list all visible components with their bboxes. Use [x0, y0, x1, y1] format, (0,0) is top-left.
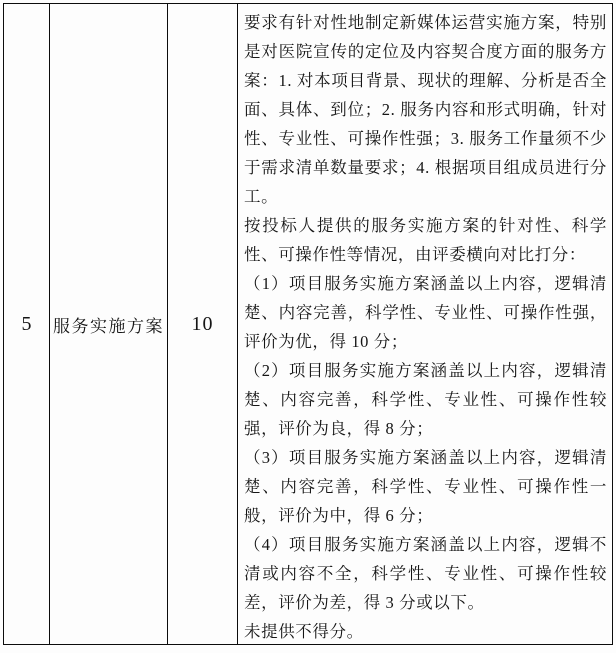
- row-index: 5: [21, 312, 32, 335]
- criteria-cell: [238, 4, 612, 644]
- criteria-grade-good: （2）项目服务实施方案涵盖以上内容，逻辑清楚、内容完善，科学性、专业性、可操作性较强，评价为良，得 8 分；: [244, 361, 607, 438]
- item-name-cell: [50, 4, 168, 644]
- score-value: 10: [191, 312, 214, 335]
- item-name: 服务实施方案: [53, 316, 164, 336]
- criteria-requirements: 要求有针对性地制定新媒体运营实施方案，特别是对医院宣传的定位及内容契合度方面的服务方案：1. 对本项目背景、现状的理解、分析是否全面、具体、到位；2. 服务内容和形式明确，针对性、专业性、可操作性强；3. 服务工作量须不少于需求清单数量要求；4. 根据项目组成员进行分工。: [244, 13, 607, 206]
- criteria-grade-medium: （3）项目服务实施方案涵盖以上内容，逻辑清楚、内容完善，科学性、专业性、可操作性一般，评价为中，得 6 分；: [244, 448, 607, 525]
- table-row: [4, 4, 612, 644]
- criteria-scoring-intro: 按投标人提供的服务实施方案的针对性、科学性、可操作性等情况，由评委横向对比打分：: [244, 216, 607, 264]
- score-cell: [168, 4, 238, 644]
- criteria-grade-excellent: （1）项目服务实施方案涵盖以上内容，逻辑清楚、内容完善，科学性、专业性、可操作性强，评价为优，得 10 分；: [244, 274, 607, 351]
- evaluation-criteria-table: [3, 3, 613, 645]
- criteria-no-submission: 未提供不得分。: [244, 622, 364, 641]
- row-index-cell: [4, 4, 50, 644]
- criteria-grade-poor: （4）项目服务实施方案涵盖以上内容，逻辑不清或内容不全，科学性、专业性、可操作性较差，评价为差，得 3 分或以下。: [244, 535, 607, 612]
